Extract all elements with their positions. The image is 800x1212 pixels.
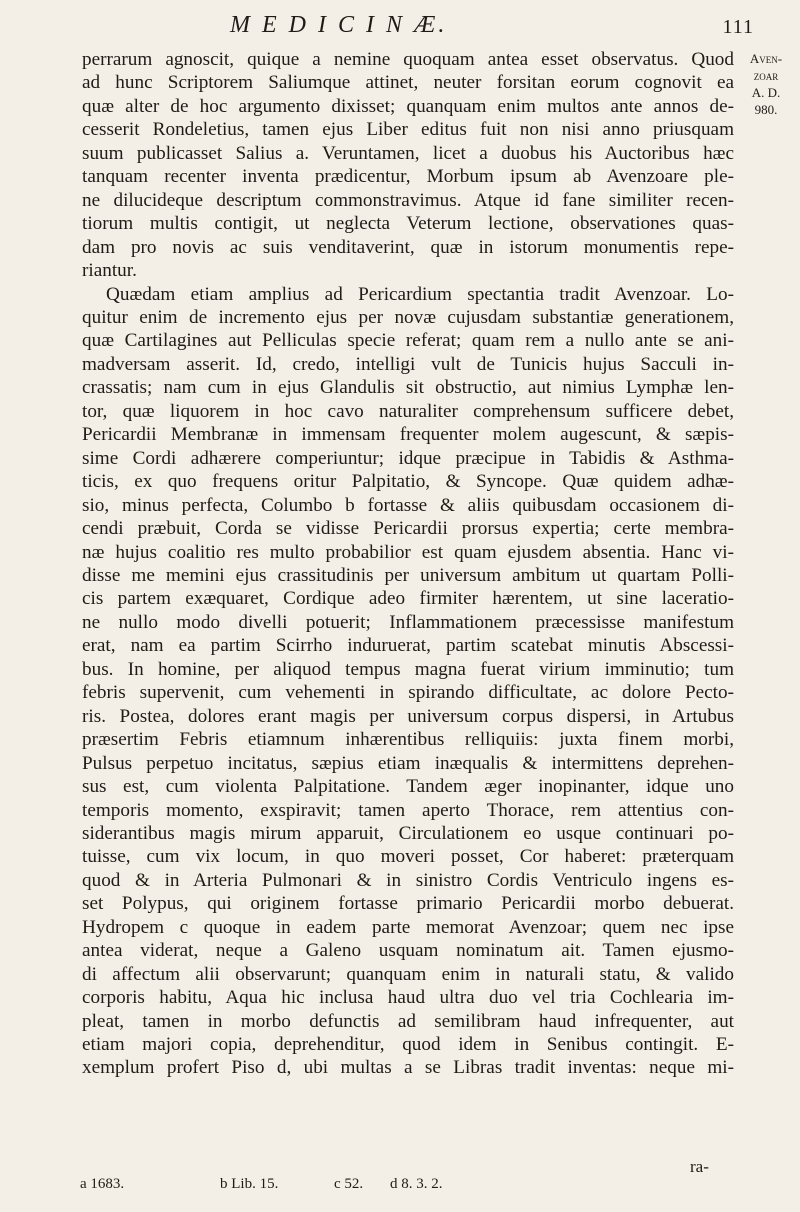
text-line: riantur.: [82, 260, 137, 282]
text-line: sio, minus perfecta, Columbo b fortasse & aliis quibusdam occasionem di-: [82, 494, 734, 516]
footnote-b: b Lib. 15.: [220, 1176, 279, 1192]
page-header: [0, 6, 800, 46]
text-line: dam pro novis ac suis venditaverint, quæ in istorum monumentis repe-: [82, 236, 734, 258]
text-line: febris supervenit, cum vehementi in spirando difficultate, ac dolore Pecto-: [82, 682, 734, 704]
text-line: quitur enim de incremento ejus per novæ cujusdam substantiæ generationem,: [82, 306, 734, 328]
text-line: sus est, cum violenta Palpitatione. Tandem æger inopinanter, idque uno: [82, 776, 734, 798]
text-line: ad hunc Scriptorem Saliumque attinet, neuter forsitan eorum cognovit ea: [82, 72, 734, 94]
text-line: Quædam etiam amplius ad Pericardium spectantia tradit Avenzoar. Lo-: [106, 283, 734, 305]
text-line: etiam majori copia, deprehenditur, quod idem in Senibus contingit. E-: [82, 1034, 734, 1056]
footnote-a: a 1683.: [80, 1176, 125, 1192]
text-line: xemplum profert Piso d, ubi multas a se Libras tradit inventas: neque mi-: [82, 1057, 734, 1079]
text-line: cesserit Rondeletius, tamen ejus Liber editus fuit non nisi anno priusquam: [82, 119, 734, 141]
text-line: di affectum alii observarunt; quanquam enim in naturali statu, & valido: [82, 963, 734, 985]
margin-note: [738, 50, 794, 118]
text-line: erat, nam ea partim Scirrho induruerat, partim scatebat minutis Abscessi-: [82, 635, 734, 657]
text-line: suum publicasset Salius a. Veruntamen, licet a duobus his Auctoribus hæc: [82, 142, 734, 164]
text-line: madversam asserit. Id, credo, intelligi vult de Tunicis hujus Sacculi in-: [82, 353, 734, 375]
text-line: cendi præbuit, Corda se vidisse Pericardii prorsus expertia; certe membra-: [82, 518, 734, 540]
running-title: M E D I C I N Æ.: [230, 12, 448, 38]
text-line: quæ Cartilagines aut Pelliculas specie referat; quam rem a nullo ante se ani-: [82, 330, 734, 352]
text-line: tor, quæ liquorem in hoc cavo naturaliter comprehensum sufficere debet,: [82, 400, 734, 422]
text-line: ne nullo modo divelli potuerit; Inflammationem præcessisse manifestum: [82, 611, 734, 633]
text-line: disse me memini ejus crassitudinis per universum ambitum ut quartam Polli-: [82, 564, 734, 586]
text-line: pleat, tamen in morbo defunctis ad semilibram haud infrequenter, aut: [82, 1010, 734, 1032]
text-line: cis partem exæquaret, Cordique adeo firmiter hærentem, ut sine laceratio-: [82, 588, 734, 610]
text-line: ne dilucideque descriptum commonstravimus. Atque id fane similiter recen-: [82, 189, 734, 211]
text-line: crassatis; nam cum in ejus Glandulis sit obstructio, aut nimius Lymphæ len-: [82, 377, 734, 399]
text-line: sime Cordi adhærere comperiuntur; idque præcipue in Tabidis & Asthma-: [82, 447, 734, 469]
text-line: tanquam recenter inventa prædicentur, Morbum ipsum ab Avenzoare ple-: [82, 166, 734, 188]
paragraph: [82, 283, 734, 1080]
text-line: temporis momento, exspiravit; tamen aperto Thorace, rem attentius con-: [82, 799, 734, 821]
text-line: tiorum multis contigit, ut neglecta Veterum lectione, observationes quas-: [82, 213, 734, 235]
text-line: ris. Postea, dolores erant magis per universum corpus dispersi, in Artubus: [82, 705, 734, 727]
text-line: tuisse, cum vix locum, in quo moveri posset, Cor haberet: præterquam: [82, 846, 734, 868]
margin-note-line: zoar: [753, 68, 779, 83]
text-line: præsertim Febris etiamnum inhærentibus relliquiis: juxta finem morbi,: [82, 729, 734, 751]
footnote-d: d 8. 3. 2.: [390, 1176, 443, 1192]
text-line: Pericardii Membranæ in immensam frequenter molem augescunt, & sæpis-: [82, 424, 734, 446]
text-line: bus. In homine, per aliquod tempus magna fuerat virium imminutio; tum: [82, 658, 734, 680]
text-line: næ hujus coalitio res multo probabilior est quam ejusdem absentia. Hanc vi-: [82, 541, 734, 563]
text-line: antea viderat, neque a Galeno usquam nominatum ait. Tamen ejusmo-: [82, 940, 734, 962]
text-line: siderantibus magis mirum apparuit, Circulationem eo usque continuari po-: [82, 822, 734, 844]
catchword: ra-: [690, 1157, 709, 1176]
paragraph: [82, 48, 734, 283]
margin-note-line: 980.: [754, 102, 778, 117]
text-line: quod & in Arteria Pulmonari & in sinistro Cordis Ventriculo ingens es-: [82, 869, 734, 891]
margin-note-line: A. D.: [751, 85, 781, 100]
text-line: Hydropem c quoque in eadem parte memorat Avenzoar; quem nec ipse: [82, 916, 734, 938]
text-line: Pulsus perpetuo incitatus, sæpius etiam inæqualis & intermittens deprehen-: [82, 752, 734, 774]
text-line: set Polypus, qui originem fortasse primario Pericardii morbo debuerat.: [82, 893, 734, 915]
text-line: corporis habitu, Aqua hic inclusa haud ultra duo vel tria Cochlearia im-: [82, 987, 734, 1009]
text-line: ticis, ex quo frequens oritur Palpitatio, & Syncope. Quæ quidem adhæ-: [82, 471, 734, 493]
margin-note-line: Aven-: [749, 51, 783, 66]
body-text: [82, 48, 734, 1080]
text-line: perrarum agnoscit, quique a nemine quoquam antea esset observatus. Quod: [82, 49, 734, 70]
page-number: 111: [722, 16, 754, 38]
footnote-c: c 52.: [334, 1176, 364, 1192]
footnotes: [80, 1176, 740, 1193]
text-line: quæ alter de hoc argumento dixisset; quanquam enim multos ante annos de-: [82, 95, 734, 117]
